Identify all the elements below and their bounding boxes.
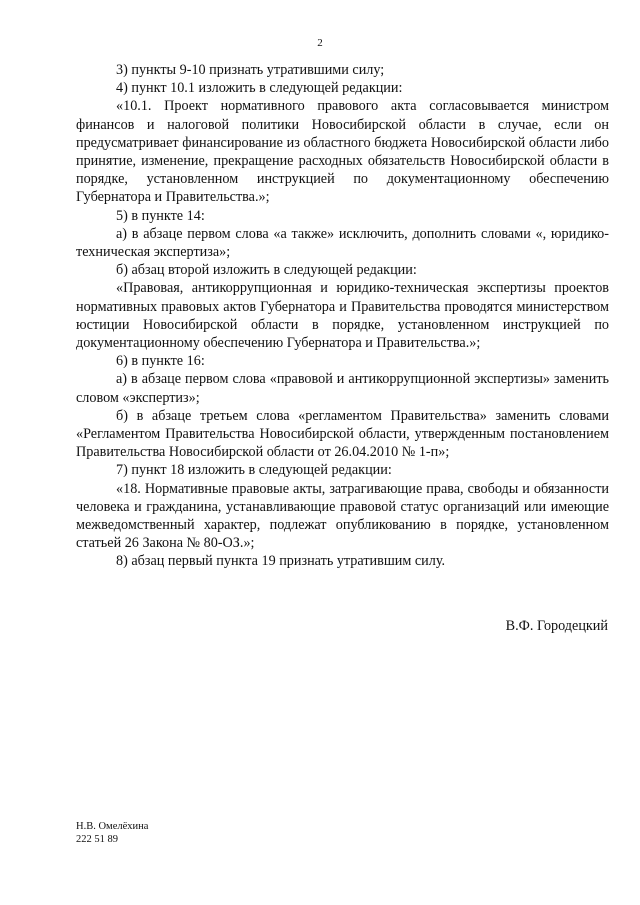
paragraph: б) в абзаце третьем слова «регламентом Правительства» заменить словами «Регламентом Правительства Новосибирской области, утвержденным постановлением Правительства Новосибирской области от 26.04.2010 № 1-п»;	[76, 407, 609, 461]
paragraph: «18. Нормативные правовые акты, затрагивающие права, свободы и обязанности человека и гражданина, устанавливающие правовой статус организаций или имеющие межведомственный характер, подлежат опубликованию в порядке, установленном статьей 26 Закона № 80-ОЗ.»;	[76, 480, 609, 552]
paragraph: 7) пункт 18 изложить в следующей редакции:	[116, 462, 392, 479]
paragraph: «10.1. Проект нормативного правового акта согласовывается министром финансов и налоговой политики Новосибирской области в случае, если он предусматривает финансирование из областного бюджета Новосибирской области либо принятие, изменение, прекращение расходных обязательств Новосибирской области в порядке, установленном инструкцией по документационному обеспечению Губернатора и Правительства.»;	[76, 98, 609, 206]
executor-block	[76, 820, 148, 846]
paragraph: «Правовая, антикоррупционная и юридико-техническая экспертизы проектов нормативных правовых актов Губернатора и Правительства проводятся министерством юстиции Новосибирской области в порядке, установленном инструкцией по документационному обеспечению Губернатора и Правительства.»;	[76, 280, 609, 352]
paragraph: 6) в пункте 16:	[116, 353, 205, 370]
paragraph: а) в абзаце первом слова «правовой и антикоррупционной экспертизы» заменить словом «экспертиз»;	[76, 371, 609, 406]
paragraph: 3) пункты 9-10 признать утратившими силу;	[116, 62, 385, 78]
paragraph: 8) абзац первый пункта 19 признать утратившим силу.	[116, 553, 446, 570]
paragraph: б) абзац второй изложить в следующей редакции:	[116, 262, 417, 279]
signature-name: В.Ф. Городецкий	[505, 618, 608, 634]
executor-phone: 222 51 89	[76, 834, 118, 845]
paragraph: 5) в пункте 14:	[116, 207, 205, 224]
page-number: 2	[317, 37, 323, 49]
paragraph: а) в абзаце первом слова «а также» исключить, дополнить словами «, юридико-техническая экспертиза»;	[76, 225, 609, 261]
document-body	[76, 61, 609, 571]
executor-name: Н.В. Омелёхина	[76, 821, 149, 832]
paragraph: 4) пункт 10.1 изложить в следующей редакции:	[116, 80, 403, 97]
